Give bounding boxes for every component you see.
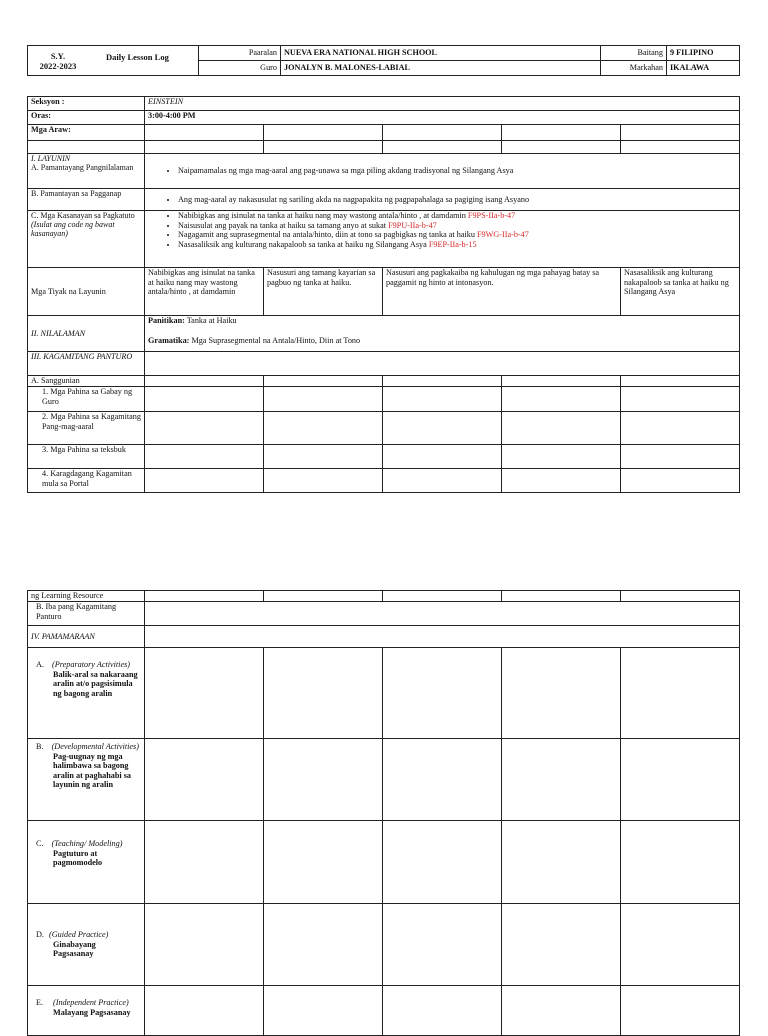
ref-row-1: 1. Mga Pahina sa Gabay ng Guro bbox=[28, 387, 145, 412]
panitikan-label: Panitikan: bbox=[148, 316, 185, 325]
ref-row-2: 2. Mga Pahina sa Kagamitang Pang-mag-aaral bbox=[28, 412, 145, 445]
cell bbox=[264, 412, 383, 445]
cell bbox=[502, 821, 621, 904]
cell bbox=[145, 648, 264, 739]
ref-row-3: 3. Mga Pahina sa teksbuk bbox=[28, 445, 145, 469]
araw-cell bbox=[145, 125, 264, 141]
cell bbox=[502, 376, 621, 387]
cell bbox=[502, 469, 621, 493]
nilalaman-heading: II. NILALAMAN bbox=[28, 316, 145, 352]
cell bbox=[264, 469, 383, 493]
cell bbox=[621, 821, 740, 904]
c-sub: (Teaching/ Modeling) bbox=[51, 839, 123, 848]
competency-item bbox=[178, 230, 736, 240]
cell bbox=[621, 986, 740, 1036]
header-table bbox=[27, 45, 740, 76]
iba-pang-kagamitan: B. Iba pang Kagamitang Panturo bbox=[28, 602, 145, 626]
cell bbox=[383, 376, 502, 387]
ref-row-4-cont: ng Learning Resource bbox=[28, 591, 145, 602]
blank-cell bbox=[145, 141, 264, 154]
cell bbox=[264, 648, 383, 739]
b-bold: Pag-uugnay ng mga halimbawa sa bagong aralin at paghahabi sa layunin ng aralin bbox=[53, 751, 132, 790]
guro-label: Guro bbox=[199, 61, 281, 76]
blank-cell bbox=[621, 141, 740, 154]
cell bbox=[145, 904, 264, 986]
blank-label bbox=[28, 141, 145, 154]
cell bbox=[383, 986, 502, 1036]
cell bbox=[145, 412, 264, 445]
cell bbox=[621, 387, 740, 412]
araw-label: Mga Araw: bbox=[28, 125, 145, 141]
cell bbox=[383, 591, 502, 602]
cell bbox=[383, 387, 502, 412]
cell bbox=[383, 821, 502, 904]
layunin-heading: I. LAYUNIN bbox=[31, 154, 71, 163]
paaralan-value: NUEVA ERA NATIONAL HIGH SCHOOL bbox=[281, 46, 601, 61]
tiyak-label: Mga Tiyak na Layunin bbox=[28, 268, 145, 316]
tiyak-3: Nasusuri ang pagkakaiba ng kahulugan ng mga pahayag batay sa paggamit ng hinto at intonasyon. bbox=[383, 268, 621, 316]
cell bbox=[145, 986, 264, 1036]
d-letter: D. bbox=[36, 930, 44, 939]
competency-item bbox=[178, 211, 736, 221]
araw-cell bbox=[502, 125, 621, 141]
competency-code: F9PS-IIa-b-47 bbox=[467, 211, 516, 220]
cell bbox=[502, 412, 621, 445]
cell bbox=[621, 376, 740, 387]
e-sub: (Independent Practice) bbox=[53, 998, 129, 1007]
cell bbox=[264, 591, 383, 602]
cell bbox=[621, 412, 740, 445]
panitikan-value: Tanka at Haiku bbox=[184, 316, 237, 325]
competency-item bbox=[178, 221, 736, 231]
cell bbox=[383, 445, 502, 469]
cell bbox=[383, 648, 502, 739]
cell bbox=[621, 445, 740, 469]
d-bold: Ginabayang Pagsasanay bbox=[53, 939, 96, 959]
c-bold: Pagtuturo at pagmomodelo bbox=[53, 848, 103, 868]
layunin-a-label: A. Pamantayang Pangnilalaman bbox=[31, 163, 134, 172]
blank-cell bbox=[383, 141, 502, 154]
pamamaraan-c bbox=[28, 821, 145, 904]
competency-item bbox=[178, 240, 736, 250]
cell bbox=[145, 602, 740, 626]
cell bbox=[145, 626, 740, 648]
doc-title: Daily Lesson Log bbox=[106, 51, 169, 62]
gramatika-label: Gramatika: bbox=[148, 335, 190, 345]
ref-row-4: 4. Karagdagang Kagamitan mula sa Portal bbox=[28, 469, 145, 493]
pamamaraan-heading: IV. PAMAMARAAN bbox=[28, 626, 145, 648]
cell bbox=[621, 648, 740, 739]
kagamitan-body bbox=[145, 352, 740, 376]
a-letter: A. bbox=[36, 660, 44, 669]
cell bbox=[264, 821, 383, 904]
e-letter: E. bbox=[36, 998, 44, 1007]
cell bbox=[621, 469, 740, 493]
competency-text: Naisusulat ang payak na tanka at haiku sa tamang anyo at sukat bbox=[178, 220, 389, 230]
cell bbox=[145, 591, 264, 602]
layunin-b-body bbox=[145, 189, 740, 211]
sy-label: S.Y. bbox=[50, 50, 66, 61]
araw-cell bbox=[621, 125, 740, 141]
cell bbox=[383, 469, 502, 493]
a-sub: (Preparatory Activities) bbox=[52, 660, 131, 669]
pamamaraan-d bbox=[28, 904, 145, 986]
tiyak-4: Nasasaliksik ang kulturang nakapaloob sa tanka at haiku ng Silangang Asya bbox=[621, 268, 740, 316]
layunin-a-cell bbox=[28, 154, 145, 189]
blank-cell bbox=[264, 141, 383, 154]
layunin-a-body bbox=[145, 154, 740, 189]
cell bbox=[621, 904, 740, 986]
competency-code: F9EP-IIa-b-15 bbox=[428, 239, 477, 249]
pamamaraan-a bbox=[28, 648, 145, 739]
sy-value: 2022-2023 bbox=[39, 60, 77, 71]
competency-text: Nasasaliksik ang kulturang nakapaloob sa tanka at haiku ng Silangang Asya bbox=[178, 239, 429, 249]
competency-code: F9WG-IIa-b-47 bbox=[477, 230, 529, 240]
cell bbox=[145, 445, 264, 469]
cell bbox=[621, 739, 740, 821]
sy-cell bbox=[28, 46, 199, 76]
oras-value: 3:00-4:00 PM bbox=[145, 111, 740, 125]
cell bbox=[145, 387, 264, 412]
kagamitan-heading: III. KAGAMITANG PANTURO bbox=[28, 352, 145, 376]
layunin-b-label: B. Pamantayan sa Pagganap bbox=[28, 189, 145, 211]
e-bold: Malayang Pagsasanay bbox=[53, 1007, 131, 1017]
cell bbox=[145, 376, 264, 387]
continuation-table bbox=[27, 590, 740, 1036]
oras-label: Oras: bbox=[28, 111, 145, 125]
cell bbox=[502, 648, 621, 739]
competency-text: Nagagamit ang suprasegmental na antala/hinto, diin at tono sa pagbigkas ng tanka at haiku bbox=[178, 230, 477, 240]
cell bbox=[383, 904, 502, 986]
araw-cell bbox=[383, 125, 502, 141]
pamamaraan-e bbox=[28, 986, 145, 1036]
araw-cell bbox=[264, 125, 383, 141]
competency-text: Nabibigkas ang isinulat na tanka at haiku nang may wastong antala/hinto , at damdamin bbox=[178, 211, 468, 220]
seksyon-value: EINSTEIN bbox=[145, 97, 740, 111]
b-letter: B. bbox=[36, 742, 44, 751]
competency-code: F9PU-IIa-b-47 bbox=[388, 220, 437, 230]
guro-value: JONALYN B. MALONES-LABIAL bbox=[281, 61, 601, 76]
a-bold: Balik-aral sa nakaraang aralin at/o pagsisimula ng bagong aralin bbox=[53, 669, 138, 698]
layunin-c-label: C. Mga Kasanayan sa Pagkatuto bbox=[31, 211, 135, 220]
d-sub: (Guided Practice) bbox=[49, 930, 109, 939]
cell bbox=[264, 739, 383, 821]
seksyon-label: Seksyon : bbox=[28, 97, 145, 111]
layunin-c-note: (Isulat ang code ng bawat kasanayan) bbox=[31, 220, 115, 238]
layunin-b-text: • Ang mag-aaral ay nakasusulat ng sariling akda na nagpapakita ng pagpapahalaga sa pagiging isang Asyano bbox=[178, 195, 736, 205]
b-sub: (Developmental Activities) bbox=[51, 742, 139, 751]
layunin-c-cell bbox=[28, 211, 145, 268]
cell bbox=[264, 904, 383, 986]
cell bbox=[502, 986, 621, 1036]
tiyak-2: Nasusuri ang tamang kayarian sa pagbuo ng tanka at haiku. bbox=[264, 268, 383, 316]
cell bbox=[264, 387, 383, 412]
nilalaman-body bbox=[145, 316, 740, 352]
cell bbox=[264, 376, 383, 387]
main-table bbox=[27, 96, 740, 493]
gramatika-value: Mga Suprasegmental na Antala/Hinto, Diin at Tono bbox=[189, 335, 361, 345]
cell bbox=[264, 986, 383, 1036]
layunin-a-text: • Naipamamalas ng mga mag-aaral ang pag-unawa sa mga piling akdang tradisyonal ng Silangang Asya bbox=[178, 166, 736, 176]
tiyak-1: Nabibigkas ang isinulat na tanka at haiku nang may wastong antala/hinto , at damdamin bbox=[145, 268, 264, 316]
blank-cell bbox=[502, 141, 621, 154]
cell bbox=[621, 591, 740, 602]
sanggunian-label: A. Sanggunian bbox=[28, 376, 145, 387]
cell bbox=[502, 904, 621, 986]
paaralan-label: Paaralan bbox=[199, 46, 281, 61]
c-letter: C. bbox=[36, 839, 44, 848]
pamamaraan-b bbox=[28, 739, 145, 821]
cell bbox=[502, 445, 621, 469]
layunin-c-body bbox=[145, 211, 740, 268]
cell bbox=[502, 387, 621, 412]
cell bbox=[502, 591, 621, 602]
cell bbox=[383, 412, 502, 445]
cell bbox=[145, 739, 264, 821]
cell bbox=[145, 469, 264, 493]
cell bbox=[383, 739, 502, 821]
markahan-value: IKALAWA bbox=[667, 61, 740, 76]
baitang-label: Baitang bbox=[601, 46, 667, 61]
markahan-label: Markahan bbox=[601, 61, 667, 76]
cell bbox=[502, 739, 621, 821]
cell bbox=[145, 821, 264, 904]
baitang-value: 9 FILIPINO bbox=[667, 46, 740, 61]
cell bbox=[264, 445, 383, 469]
